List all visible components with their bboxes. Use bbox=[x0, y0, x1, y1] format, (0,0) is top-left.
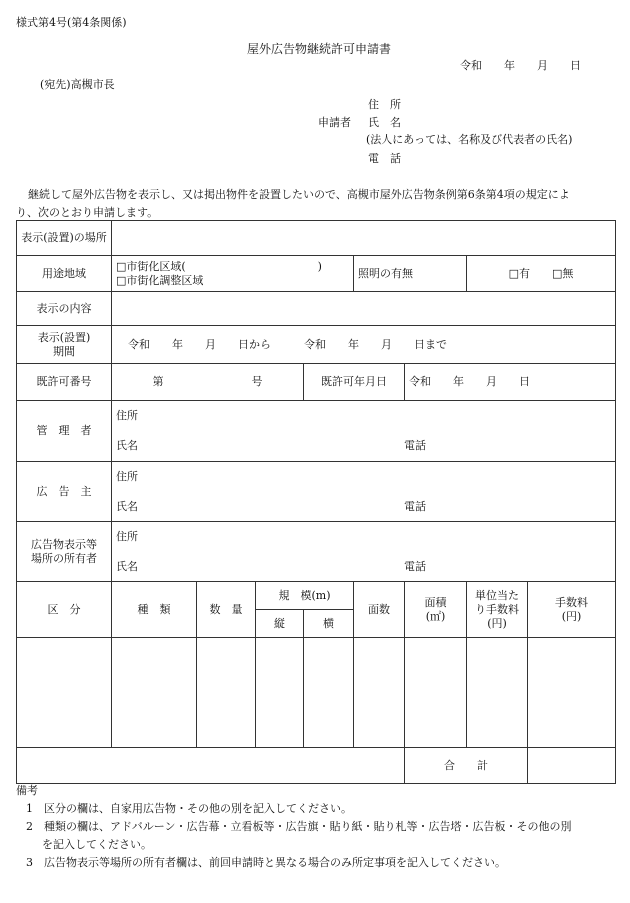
unit-fee-cell[interactable] bbox=[467, 638, 528, 748]
height-cell[interactable] bbox=[256, 638, 304, 748]
zone-option-adjustment[interactable]: □市街化調整区域 bbox=[116, 273, 204, 287]
manager-address: 住所 bbox=[116, 409, 138, 422]
type-cell[interactable] bbox=[112, 638, 197, 748]
permit-date-field[interactable]: 令和 年 月 日 bbox=[405, 364, 616, 401]
fee-header bbox=[528, 582, 616, 638]
location-label: 表示(設置)の場所 bbox=[17, 221, 112, 256]
area-header-line2: (㎡) bbox=[425, 609, 446, 623]
fee-cell[interactable] bbox=[528, 638, 616, 748]
owner-name: 氏名 bbox=[116, 559, 138, 573]
remarks-heading: 備考 bbox=[16, 784, 38, 797]
total-fee-cell[interactable] bbox=[528, 748, 616, 784]
area-header bbox=[405, 582, 467, 638]
width-header: 横 bbox=[304, 610, 354, 638]
owner-phone: 電話 bbox=[404, 559, 426, 573]
advertiser-name: 氏名 bbox=[116, 499, 138, 513]
manager-name-line bbox=[116, 439, 611, 453]
remark-3: 3 広告物表示等場所の所有者欄は、前回申請時と異なる場合のみ所定事項を記入してください。 bbox=[26, 856, 506, 869]
category-header: 区 分 bbox=[17, 582, 112, 638]
fee-header-line2: (円) bbox=[561, 609, 582, 623]
lighting-label: 照明の有無 bbox=[354, 256, 467, 292]
owner-name-line bbox=[116, 560, 611, 574]
unit-fee-header-line3: (円) bbox=[487, 616, 507, 630]
advertiser-label: 広 告 主 bbox=[17, 462, 112, 522]
content-field[interactable] bbox=[112, 292, 616, 326]
owner-row bbox=[17, 522, 616, 582]
manager-phone: 電話 bbox=[404, 439, 426, 452]
height-header: 縦 bbox=[256, 610, 304, 638]
submission-date: 令和 年 月 日 bbox=[460, 59, 581, 72]
period-field[interactable]: 令和 年 月 日から 令和 年 月 日まで bbox=[112, 326, 616, 364]
area-header-line1: 面積 bbox=[424, 595, 447, 609]
intro-text-line1: 継続して屋外広告物を表示し、又は掲出物件を設置したいので、高槻市屋外広告物条例第6条第4項の規定によ bbox=[28, 188, 570, 201]
category-cell[interactable] bbox=[17, 638, 112, 748]
remark-2: 2 種類の欄は、アドバルーン・広告幕・立看板等・広告旗・貼り紙・貼り札等・広告塔・広告板・その他の別 bbox=[26, 820, 572, 833]
form-number: 様式第4号(第4条関係) bbox=[16, 16, 127, 29]
location-row bbox=[17, 221, 616, 256]
addressee: (宛先)高槻市長 bbox=[40, 78, 115, 91]
period-label-line2: 期間 bbox=[53, 344, 75, 358]
content-label: 表示の内容 bbox=[17, 292, 112, 326]
manager-row bbox=[17, 401, 616, 462]
applicant-label: 申請者 bbox=[318, 116, 351, 129]
zone-option-urbanization[interactable]: □市街化区域( ) bbox=[116, 259, 322, 273]
zone-label: 用途地域 bbox=[17, 256, 112, 292]
advertiser-phone: 電話 bbox=[404, 499, 426, 513]
remark-2-cont: を記入してください。 bbox=[42, 838, 152, 851]
zone-field[interactable] bbox=[112, 256, 354, 292]
size-header: 規 模(m) bbox=[256, 582, 354, 610]
location-field[interactable] bbox=[112, 221, 616, 256]
manager-field[interactable] bbox=[112, 401, 616, 462]
intro-text-line2: り、次のとおり申請します。 bbox=[16, 206, 159, 219]
period-label bbox=[17, 326, 112, 364]
content-row bbox=[17, 292, 616, 326]
owner-label-line2: 場所の所有者 bbox=[31, 551, 97, 565]
unit-fee-header-line1: 単位当た bbox=[475, 588, 519, 602]
faces-header: 面数 bbox=[354, 582, 405, 638]
advertiser-address: 住所 bbox=[116, 469, 138, 483]
applicant-corp-note: (法人にあっては、名称及び代表者の氏名) bbox=[366, 133, 573, 146]
quantity-cell[interactable] bbox=[197, 638, 256, 748]
quantity-header: 数 量 bbox=[197, 582, 256, 638]
faces-cell[interactable] bbox=[354, 638, 405, 748]
unit-fee-header bbox=[467, 582, 528, 638]
advertiser-field[interactable] bbox=[112, 462, 616, 522]
owner-label bbox=[17, 522, 112, 582]
owner-address: 住所 bbox=[116, 529, 138, 543]
permit-date-label: 既許可年月日 bbox=[304, 364, 405, 401]
fee-header-line1: 手数料 bbox=[555, 595, 588, 609]
period-label-line1: 表示(設置) bbox=[37, 330, 91, 344]
total-blank bbox=[17, 748, 405, 784]
period-row bbox=[17, 326, 616, 364]
applicant-address-label: 住 所 bbox=[368, 98, 401, 111]
type-header: 種 類 bbox=[112, 582, 197, 638]
total-row bbox=[17, 748, 616, 784]
unit-fee-header-line2: り手数料 bbox=[475, 602, 519, 616]
owner-label-line1: 広告物表示等 bbox=[31, 537, 97, 551]
permit-number-field[interactable]: 第 号 bbox=[112, 364, 304, 401]
zone-row bbox=[17, 256, 616, 292]
lighting-options[interactable]: □有 □無 bbox=[467, 256, 616, 292]
applicant-phone-label: 電 話 bbox=[368, 152, 401, 165]
area-cell[interactable] bbox=[405, 638, 467, 748]
detail-entry-row bbox=[17, 638, 616, 748]
application-form-table bbox=[16, 220, 616, 784]
form-title: 屋外広告物継続許可申請書 bbox=[247, 42, 392, 56]
total-label: 合 計 bbox=[405, 748, 528, 784]
detail-header-row1 bbox=[17, 582, 616, 610]
width-cell[interactable] bbox=[304, 638, 354, 748]
permit-number-label: 既許可番号 bbox=[17, 364, 112, 401]
owner-field[interactable] bbox=[112, 522, 616, 582]
manager-name: 氏名 bbox=[116, 439, 138, 452]
advertiser-name-line bbox=[116, 500, 611, 514]
remarks-section bbox=[16, 782, 621, 872]
advertiser-row bbox=[17, 462, 616, 522]
previous-permit-row bbox=[17, 364, 616, 401]
remark-1: 1 区分の欄は、自家用広告物・その他の別を記入してください。 bbox=[26, 802, 352, 815]
applicant-name-label: 氏 名 bbox=[368, 116, 401, 129]
manager-label: 管 理 者 bbox=[17, 401, 112, 462]
